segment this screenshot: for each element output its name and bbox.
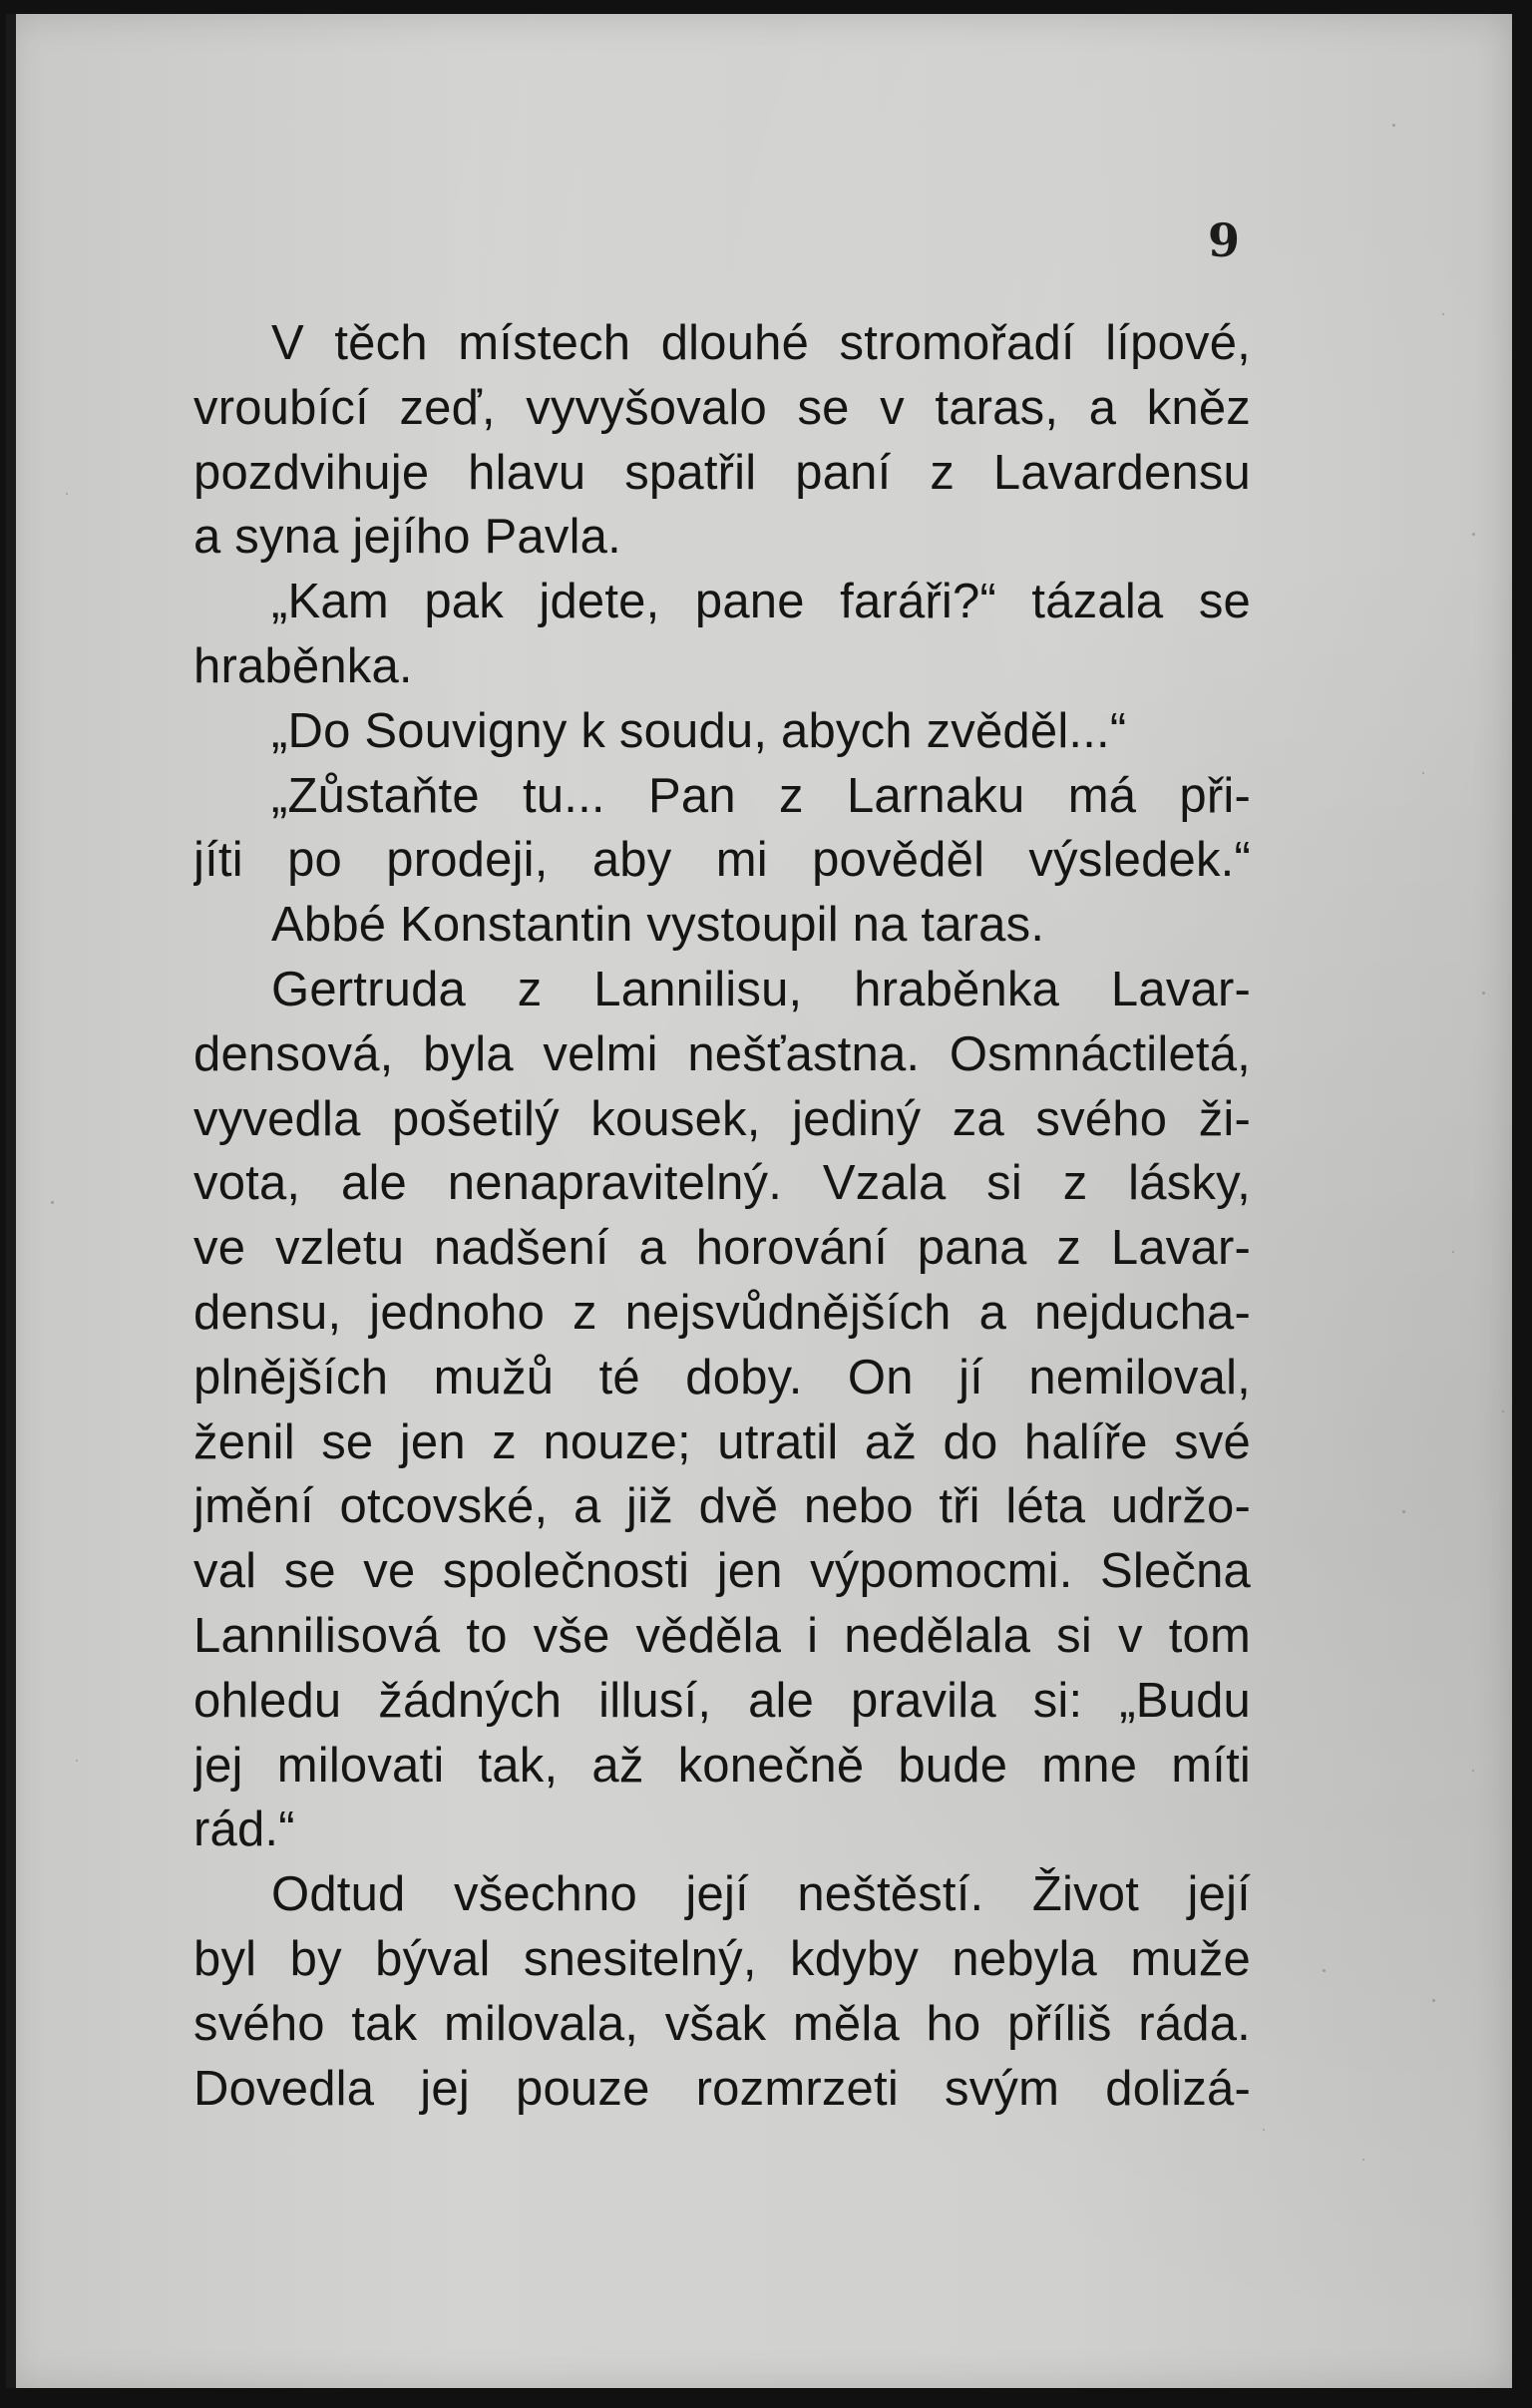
paper-speck bbox=[1432, 1999, 1435, 2002]
text-line: rád.“ bbox=[193, 1803, 295, 1857]
paper-speck bbox=[1323, 1969, 1326, 1972]
text-line: byl by býval snesitelný, kdyby nebyla muže bbox=[193, 1931, 1251, 1986]
text-line: Odtud všechno její neštěstí. Život její bbox=[271, 1867, 1251, 1922]
paper-speck bbox=[1263, 2129, 1265, 2131]
text-line: ve vzletu nadšení a horování pana z Lavar- bbox=[193, 1221, 1251, 1276]
text-line: ohledu žádných illusí, ale pravila si: „Budu bbox=[193, 1673, 1251, 1728]
page-number: 9 bbox=[1208, 213, 1241, 267]
text-line: „Kam pak jdete, pane faráři?“ tázala se bbox=[271, 575, 1251, 629]
text-line: ženil se jen z nouze; utratil až do halíře své bbox=[193, 1414, 1251, 1469]
text-line: „Zůstaňte tu... Pan z Larnaku má při- bbox=[271, 768, 1251, 823]
paper-speck bbox=[1482, 992, 1485, 995]
paper-speck bbox=[1502, 1410, 1504, 1412]
text-line: V těch místech dlouhé stromořadí lípové, bbox=[271, 316, 1251, 370]
paper-speck bbox=[66, 493, 68, 495]
text-line: „Do Souvigny k soudu, abych zvěděl...“ bbox=[271, 703, 1127, 758]
text-line: Lannilisová to vše věděla i nedělala si v tom bbox=[193, 1608, 1251, 1663]
paper-speck bbox=[1452, 1251, 1454, 1253]
book-page bbox=[6, 14, 1512, 2388]
paper-speck bbox=[1472, 1770, 1474, 1772]
text-line: vroubící zeď, vyvyšovalo se v taras, a kněz bbox=[193, 380, 1251, 435]
text-line: jmění otcovské, a již dvě nebo tři léta udržo- bbox=[193, 1479, 1251, 1534]
body-text bbox=[193, 311, 1251, 2121]
text-line: jíti po prodeji, aby mi pověděl výsledek.“ bbox=[193, 833, 1251, 888]
text-line: vyvedla pošetilý kousek, jediný za svého ži- bbox=[193, 1091, 1251, 1146]
paper-speck bbox=[1422, 772, 1424, 774]
text-line: pozdvihuje hlavu spatřil paní z Lavardensu bbox=[193, 445, 1251, 500]
text-line: Gertruda z Lannilisu, hraběnka Lavar- bbox=[271, 962, 1251, 1016]
paper-speck bbox=[1442, 313, 1444, 315]
paper-speck bbox=[51, 1201, 54, 1204]
text-line: plnějších mužů té doby. On jí nemiloval, bbox=[193, 1350, 1251, 1405]
paper-speck bbox=[76, 1760, 78, 1762]
text-line: svého tak milovala, však měla ho příliš ráda. bbox=[193, 1996, 1251, 2051]
text-line: a syna jejího Pavla. bbox=[193, 510, 621, 565]
paper-speck bbox=[1472, 533, 1475, 536]
text-line: Dovedla jej pouze rozmrzeti svým dolizá- bbox=[193, 2061, 1251, 2116]
paper-speck bbox=[1362, 2159, 1364, 2161]
text-line: jej milovati tak, až konečně bude mne míti bbox=[193, 1738, 1251, 1793]
text-line: Abbé Konstantin vystoupil na taras. bbox=[271, 898, 1045, 953]
book-spine-edge bbox=[6, 14, 16, 2388]
text-line: hraběnka. bbox=[193, 638, 413, 693]
text-line: val se ve společnosti jen výpomocmi. Slečna bbox=[193, 1544, 1251, 1599]
paper-speck bbox=[1402, 1510, 1405, 1513]
text-line: densu, jednoho z nejsvůdnějších a nejducha- bbox=[193, 1285, 1251, 1340]
text-line: vota, ale nenapravitelný. Vzala si z lásky, bbox=[193, 1156, 1251, 1211]
text-line: densová, byla velmi nešťastna. Osmnáctiletá, bbox=[193, 1026, 1251, 1081]
paper-speck bbox=[1392, 124, 1395, 127]
